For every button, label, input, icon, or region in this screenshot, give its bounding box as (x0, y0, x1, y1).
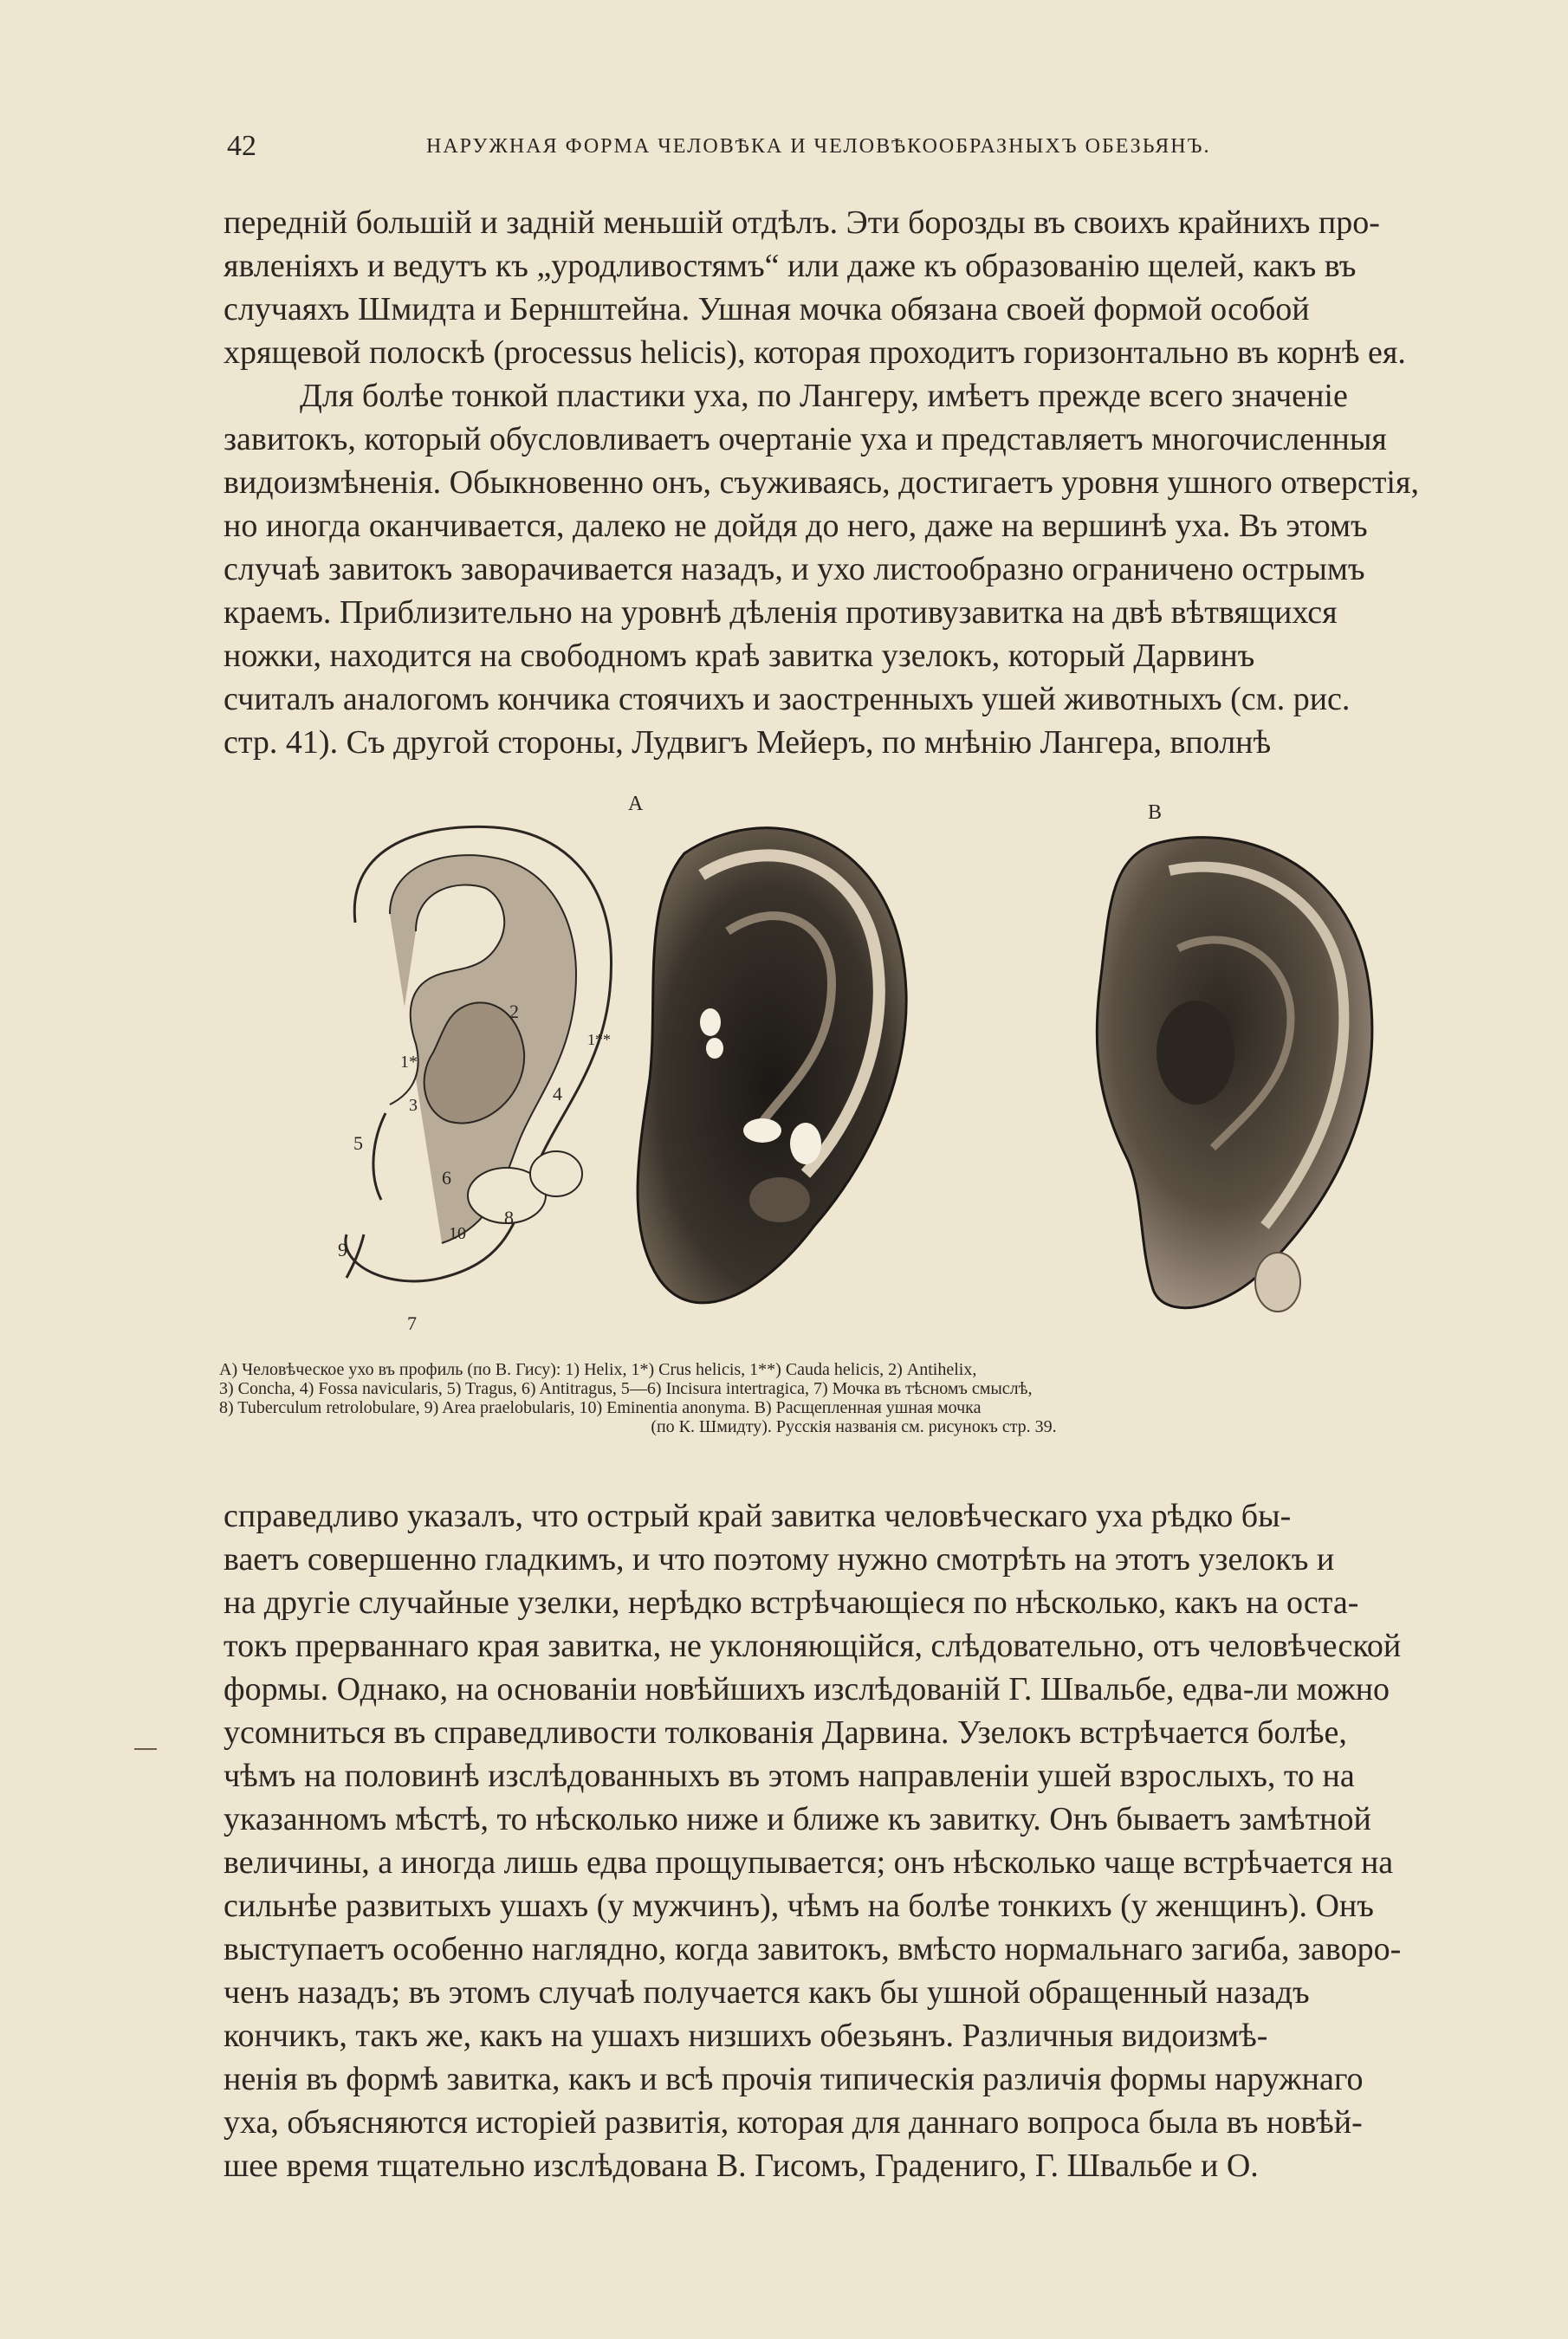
diagram-label-5: 5 (353, 1132, 363, 1154)
text-line: переднiй большiй и заднiй меньшiй отдѣлъ. Эти борозды въ своихъ крайнихъ про- (224, 204, 1380, 241)
caption-line: A) Человѣческое ухо въ профиль (по В. Гису): 1) Helix, 1*) Crus helicis, 1**) Cauda helicis, 2) Antihelix, (219, 1360, 977, 1379)
diagram-label-6: 6 (442, 1167, 451, 1189)
text-line: указанномъ мѣстѣ, то нѣсколько ниже и ближе къ завитку. Онъ бываетъ замѣтной (224, 1801, 1371, 1837)
diagram-label-3: 3 (409, 1096, 418, 1115)
diagram-label-9: 9 (338, 1239, 347, 1260)
caption-line: 3) Concha, 4) Fossa navicularis, 5) Tragus, 6) Antitragus, 5—6) Incisura intertragica, 7) Мочка въ тѣсномъ смыслѣ, (219, 1379, 1033, 1398)
ear-illustrations (277, 793, 1507, 1347)
text-line: Для болѣе тонкой пластики уха, по Лангеру, имѣетъ прежде всего значенiе (300, 378, 1348, 414)
ear-engraving-b (1097, 838, 1372, 1312)
text-line: выступаетъ особенно наглядно, когда завитокъ, вмѣсто нормальнаго загиба, заворо- (224, 1931, 1402, 1967)
ear-engraving-a (638, 828, 906, 1303)
running-head: НАРУЖНАЯ ФОРМА ЧЕЛОВѢКА И ЧЕЛОВѢКООБРАЗНЫХЪ ОБЕЗЬЯНЪ. (426, 135, 1211, 158)
text-line: шее время тщательно изслѣдована В. Гисомъ, Градениго, Г. Швальбе и О. (224, 2148, 1259, 2184)
text-line: формы. Однако, на основанiи новѣйшихъ изслѣдованiй Г. Швальбе, едва-ли можно (224, 1671, 1390, 1707)
diagram-label-7: 7 (407, 1312, 417, 1334)
margin-mark (134, 1748, 157, 1750)
caption-line: (по К. Шмидту). Русскiя названiя см. рисунокъ стр. 39. (651, 1417, 1057, 1436)
text-line: хрящевой полоскѣ (processus helicis), которая проходитъ горизонтально въ корнѣ ея. (224, 334, 1406, 371)
caption-line: 8) Tuberculum retrolobulare, 9) Area praelobularis, 10) Eminentia anonyma. B) Расщепленная ушная мочка (219, 1398, 982, 1417)
page-number: 42 (227, 130, 256, 162)
text-line: величины, а иногда лишь едва прощупывается; онъ нѣсколько чаще встрѣчается на (224, 1844, 1394, 1881)
text-line: видоизмѣненiя. Обыкновенно онъ, съуживаясь, достигаетъ уровня ушного отверстiя, (224, 464, 1419, 501)
text-line: токъ прерваннаго края завитка, не уклоняющiйся, слѣдовательно, отъ человѣческой (224, 1628, 1402, 1664)
figure-caption (219, 1360, 1488, 1436)
body-paragraph-bottom (224, 1494, 1487, 2187)
diagram-label-4: 4 (553, 1083, 562, 1105)
text-line: усомниться въ справедливости толкованiя Дарвина. Узелокъ встрѣчается болѣе, (224, 1714, 1347, 1751)
text-line: случаяхъ Шмидта и Бернштейна. Ушная мочка обязана своей формой особой (224, 291, 1310, 327)
diagram-label-1-double-star: 1** (587, 1031, 611, 1048)
text-line: но иногда оканчивается, далеко не дойдя до него, даже на вершинѣ уха. Въ этомъ (224, 508, 1368, 544)
text-line: справедливо указалъ, что острый край завитка человѣческаго уха рѣдко бы- (224, 1498, 1292, 1534)
text-line: ваетъ совершенно гладкимъ, и что поэтому нужно смотрѣть на этотъ узелокъ и (224, 1541, 1335, 1578)
text-line: сильнѣе развитыхъ ушахъ (у мужчинъ), чѣмъ на болѣе тонкихъ (у женщинъ). Онъ (224, 1888, 1374, 1924)
text-line: ненiя въ формѣ завитка, какъ и всѣ прочiя типическiя различiя формы наружнаго (224, 2061, 1364, 2097)
text-line: случаѣ завитокъ заворачивается назадъ, и ухо листообразно ограничено острымъ (224, 551, 1365, 587)
text-line: уха, объясняются исторiей развитiя, которая для даннаго вопроса была въ новѣй- (224, 2104, 1363, 2141)
text-line: ножки, находится на свободномъ краѣ завитка узелокъ, который Дарвинъ (224, 638, 1255, 674)
text-line: ченъ назадъ; въ этомъ случаѣ получается какъ бы ушной обращенный назадъ (224, 1974, 1310, 2011)
text-line: краемъ. Приблизительно на уровнѣ дѣленiя противузавитка на двѣ вѣтвящихся (224, 594, 1338, 631)
text-line: завитокъ, который обусловливаетъ очертанiе уха и представляетъ многочисленныя (224, 421, 1387, 457)
figure-letter-a: А (628, 793, 644, 815)
ear-figure (277, 793, 1507, 1347)
diagram-label-1-star: 1* (400, 1053, 418, 1072)
page-header (227, 130, 1483, 165)
text-line: чѣмъ на половинѣ изслѣдованныхъ въ этомъ направленiи ушей взрослыхъ, то на (224, 1758, 1355, 1794)
diagram-label-2: 2 (509, 1001, 519, 1022)
body-paragraph-top (224, 201, 1487, 764)
diagram-label-10: 10 (449, 1224, 466, 1243)
diagram-label-8: 8 (504, 1207, 514, 1228)
figure-letter-b: В (1148, 801, 1163, 824)
text-line: кончикъ, такъ же, какъ на ушахъ низшихъ обезьянъ. Различныя видоизмѣ- (224, 2018, 1268, 2054)
schematic-ear-diagram (346, 826, 612, 1281)
text-line: стр. 41). Съ другой стороны, Лудвигъ Мейеръ, по мнѣнiю Лангера, вполнѣ (224, 724, 1272, 761)
text-line: явленiяхъ и ведутъ къ „уродливостямъ“ или даже къ образованiю щелей, какъ въ (224, 248, 1357, 284)
text-line: на другiе случайные узелки, нерѣдко встрѣчающiеся по нѣсколько, какъ на оста- (224, 1584, 1359, 1621)
text-line: считалъ аналогомъ кончика стоячихъ и заостренныхъ ушей животныхъ (см. рис. (224, 681, 1351, 717)
